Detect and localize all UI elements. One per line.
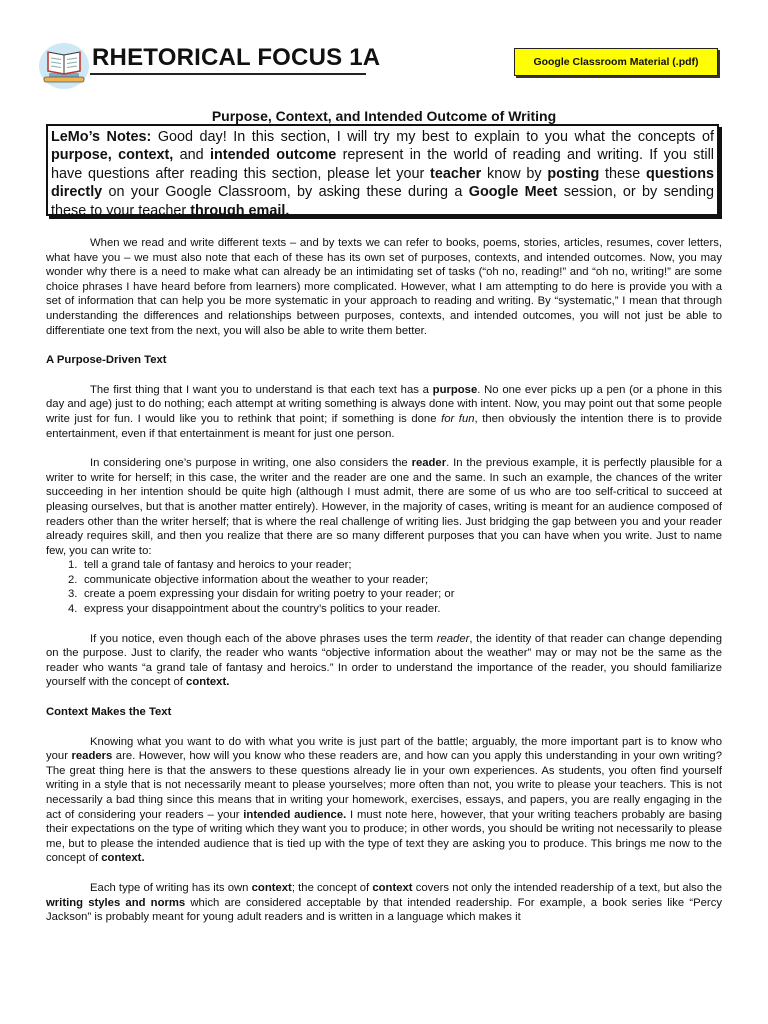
bold-term: context.: [101, 852, 145, 865]
bold-term: context: [372, 881, 413, 894]
text-run: are. However, how will you know who these readers are, and how can you apply this understanding in your own writing? The great thing here is that the answers to these questions already lie in your own experiences. As students, you often find yourself writing in a style that is not necessarily meant to please yourselves; more often than not, you write to please your teachers. This is not necessarily a bad thing since this means that in writing your homework, exercises, essays, and papers, you are really engaging in the act of considering your readers – your: [46, 750, 722, 821]
purpose-list: [46, 558, 722, 616]
list-number: 4.: [68, 603, 78, 616]
text-run: , the identity of that reader can change depending on the purpose. Just to clarify, the reader who wants “objective information about the weather” may or may not be the same as the reader who wants “a grand tale of fantasy and heroics.” In order to understand the importance of the reader, you should familiarize yourself with the concept of: [46, 632, 722, 689]
bold-term: context.: [186, 676, 230, 689]
section-heading-context: Context Makes the Text: [46, 706, 172, 719]
text-run: In considering one’s purpose in writing, one also considers the: [90, 457, 412, 470]
text-run: Knowing what you want to do with what you write is just part of the battle; arguably, the more important part is to know who your: [46, 735, 722, 763]
notes-emphasis: teacher: [430, 165, 482, 182]
italic-term: for fun: [441, 412, 475, 425]
notes-emphasis: posting: [547, 165, 600, 182]
text-run: which are considered acceptable by that intended readership. For example, a book series like “Percy Jackson” is probably meant for young adult readers and is written in a language which makes it: [46, 896, 722, 924]
text-run: If you notice, even though each of the above phrases uses the term: [90, 632, 437, 645]
book-on-laptop-icon: [38, 40, 90, 90]
bold-term: intended audience.: [243, 808, 347, 821]
notes-emphasis: purpose, context,: [51, 147, 174, 164]
notes-text: on your Google Classroom, by asking these during a: [102, 184, 469, 201]
text-run: covers not only the intended readership of a text, but also the: [412, 881, 722, 894]
bold-term: readers: [71, 750, 113, 763]
notes-text: represent in the world of reading and writing. If you still have questions after reading this section, please let your: [51, 147, 714, 182]
text-run: , then obviously the intention there is to provide entertainment, even if that entertainment is meant for just one person.: [46, 412, 722, 440]
notes-text: these: [599, 165, 647, 182]
bold-term: context: [251, 881, 292, 894]
list-item: [46, 602, 722, 617]
notes-emphasis: Google Meet: [468, 184, 558, 201]
list-text: communicate objective information about the weather to your reader;: [84, 573, 429, 586]
material-badge: Google Classroom Material (.pdf): [514, 48, 718, 76]
notes-text: know by: [481, 165, 548, 182]
document-title: RHETORICAL FOCUS 1A: [92, 44, 381, 71]
list-number: 3.: [68, 588, 78, 601]
section-title: Purpose, Context, and Intended Outcome of Writing: [211, 108, 557, 124]
list-item: [46, 587, 722, 602]
text-run: I must note here, however, that your writing teachers probably are basing their expectations on the type of writing which they want you to produce; in other words, you should be writing not necessarily to please me, but to please the intended audience that is tied up with the type of text they are asking you to produce. This brings me now to the concept of: [46, 808, 722, 865]
text-run: . No one ever picks up a pen (or a phone in this day and age) just to do nothing; each attempt at writing something is always done with intent. Now, you may point out that some people write just for fun. I would like you to rethink that point; if something is done: [46, 383, 722, 425]
notes-box: [46, 124, 719, 219]
bold-term: writing styles and norms: [46, 896, 186, 909]
text-run: The first thing that I want you to understand is that each text has a: [90, 383, 433, 396]
list-item: [46, 558, 722, 573]
notes-text: session, or by sending these to your teacher: [51, 184, 714, 219]
list-number: 2.: [68, 573, 78, 586]
title-underline: [90, 73, 366, 75]
list-item: [46, 573, 722, 588]
body-paragraph: [46, 456, 722, 558]
list-text: express your disappointment about the country’s politics to your reader.: [84, 603, 441, 616]
body-paragraph: [46, 881, 722, 925]
bold-term: purpose: [432, 383, 478, 396]
list-text: tell a grand tale of fantasy and heroics to your reader;: [84, 559, 352, 572]
notes-emphasis: questions directly: [51, 165, 714, 201]
document-header: [0, 0, 768, 100]
document-body: [46, 236, 722, 940]
list-text: create a poem expressing your disdain for writing poetry to your reader; or: [84, 588, 455, 601]
body-paragraph: [46, 735, 722, 866]
list-number: 1.: [68, 559, 78, 572]
notes-text: Good day! In this section, I will try my best to explain to you what the concepts of: [151, 129, 714, 145]
notes-emphasis: through email.: [190, 202, 290, 219]
italic-term: reader: [436, 632, 470, 645]
text-run: . In the previous example, it is perfectly plausible for a writer to write for herself; in this case, the writer and the reader are one and the same. In such an example, the chances of the writer succeeding in her intention should be quite high (although I must admit, there are some of us who are too self-critical to succeed at pleasing ourselves, but that is another matter entirely). However, in the majority of cases, writing is meant for an audience composed of readers other than the writer herself; that is where the real challenge of writing lies. Just bridging the gap between you and your reader already requires skill, and then you realize that there are so many different purposes that you can have when you write. Just to name few, you can write to:: [46, 457, 722, 557]
intro-paragraph: When we read and write different texts – and by texts we can refer to books, poems, stories, articles, resumes, cover letters, what have you – we must also note that each of these has its own set of purposes, contexts, and intended outcomes. Now, you may wonder why there is a need to make what can already be an intimidating set of tasks (“oh no, reading!” and “oh no, writing!” are some choice phrases I have heard before from learners) more complicated. However, what I am attempting to do here is provide you with a set of information that can help you be more systematic in your approach to reading and writing. By “systematic,” I mean that through understanding the differences and relationships between purposes, contexts, and intended outcomes, you will not just be able to differentiate one text from the next, you will also be able to write them better.: [46, 237, 722, 337]
text-run: ; the concept of: [291, 881, 373, 894]
bold-term: reader: [411, 457, 447, 470]
notes-emphasis: intended outcome: [209, 147, 337, 164]
body-paragraph: [46, 383, 722, 441]
body-paragraph: [46, 632, 722, 690]
text-run: Each type of writing has its own: [90, 881, 252, 894]
section-heading-purpose: A Purpose-Driven Text: [46, 354, 167, 367]
notes-text: and: [173, 147, 210, 164]
notes-label: LeMo’s Notes:: [51, 129, 152, 145]
